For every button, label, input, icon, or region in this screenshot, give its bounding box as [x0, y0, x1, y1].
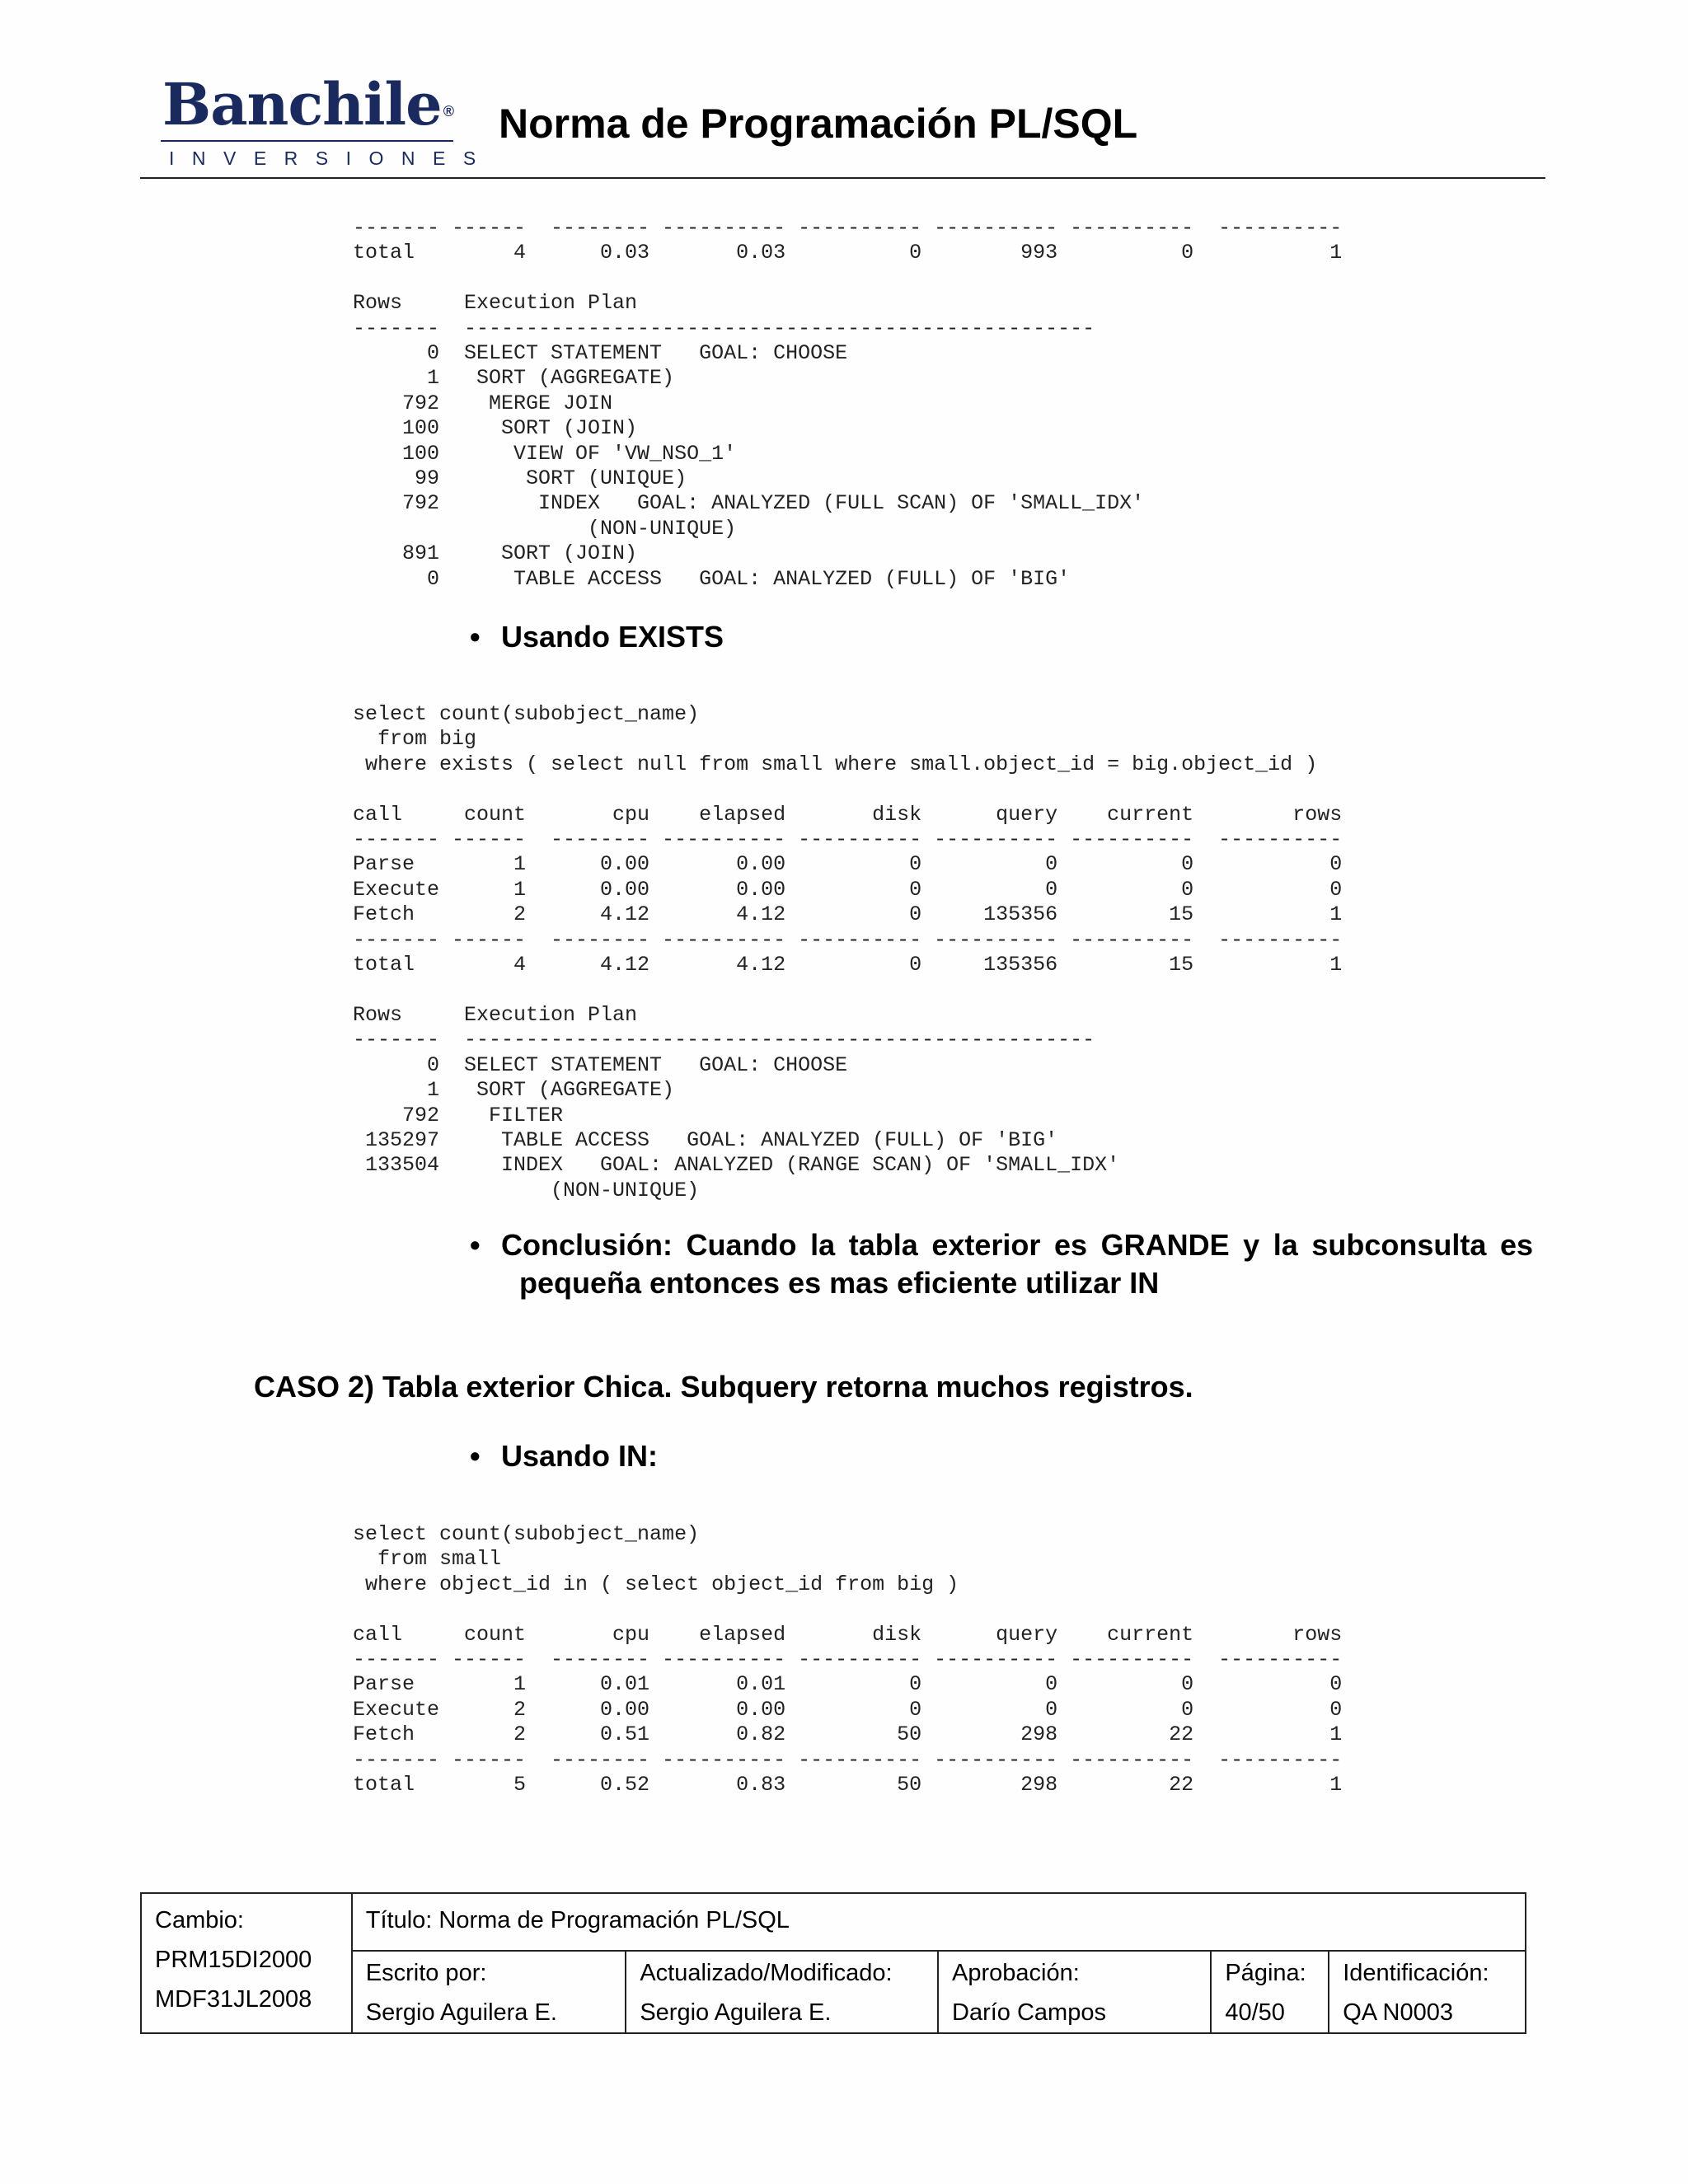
footer-aprobacion-value: Darío Campos [952, 1999, 1106, 2026]
footer-cambio-cell [141, 1893, 352, 2033]
footer-escrito-cell [352, 1951, 626, 2033]
conclusion-line-1: Conclusión: Cuando la tabla exterior es GRANDE y la subconsulta es [501, 1228, 1533, 1262]
footer-actualizado-label: Actualizado/Modificado: [640, 1960, 893, 1986]
footer-cambio-label: Cambio: [155, 1907, 244, 1933]
document-footer-table [140, 1892, 1526, 2034]
page-header [140, 0, 1545, 179]
footer-actualizado-value: Sergio Aguilera E. [640, 1999, 832, 2026]
footer-aprobacion-cell [938, 1951, 1211, 2033]
footer-cambio-code-1: PRM15DI2000 [155, 1947, 312, 1973]
footer-pagina-cell [1211, 1951, 1329, 2033]
footer-pagina-value: 40/50 [1225, 1999, 1285, 2026]
conclusion-line-2: pequeña entonces es mas eficiente utilizar IN [519, 1266, 1160, 1300]
footer-identificacion-cell [1329, 1951, 1526, 2033]
footer-title-cell [352, 1893, 1526, 1951]
footer-cambio-code-2: MDF31JL2008 [155, 1986, 312, 2013]
bullet-usando-in: • Usando IN: [470, 1437, 658, 1475]
logo-subtitle: INVERSIONES [169, 148, 494, 169]
document-title: Norma de Programación PL/SQL [499, 101, 1138, 147]
caso-2-heading: CASO 2) Tabla exterior Chica. Subquery retorna muchos registros. [254, 1370, 1193, 1404]
footer-pagina-label: Página: [1225, 1960, 1306, 1986]
banchile-logo [161, 70, 494, 171]
bullet-dot: • [470, 1228, 481, 1262]
query-in-trace: select count(subobject_name) from small where object_id in ( select object_id from big ) call count cpu elapsed disk query current rows ------- ------ -------- ---------- ---------- ---------- ---------- ---------- Parse 1 0.01 0.01 0 0 0 0 Execute 2 0.00 0.00 0 0 0 0 Fetch 2 0.51 0.82 50 298 22 1 ------- ------ -------- ---------- ---------- ---------- ---------- ---------- total 5 0.52 0.83 50 298 22 1 [353, 1522, 1343, 1797]
logo-divider [161, 140, 453, 142]
trace-output-in-summary: ------- ------ -------- ---------- ---------- ---------- ---------- ---------- total 4 0.03 0.03 0 993 0 1 Rows Execution Plan ------- --------------------------------------------------- 0 SELECT STATEMENT GOAL: CHOOSE 1 SORT (AGGREGATE) 792 MERGE JOIN 100 SORT (JOIN) 100 VIEW OF 'VW_NSO_1' 99 SORT (UNIQUE) 792 INDEX GOAL: ANALYZED (FULL SCAN) OF 'SMALL_IDX' (NON-UNIQUE) 891 SORT (JOIN) 0 TABLE ACCESS GOAL: ANALYZED (FULL) OF 'BIG' [353, 216, 1343, 591]
conclusion-paragraph [470, 1226, 1533, 1302]
logo-wordmark: Banchile ® [162, 70, 453, 138]
footer-aprobacion-label: Aprobación: [952, 1960, 1080, 1986]
footer-actualizado-cell [626, 1951, 938, 2033]
bullet-usando-exists: • Usando EXISTS [470, 618, 724, 656]
footer-escrito-label: Escrito por: [365, 1960, 487, 1986]
footer-titulo: Título: Norma de Programación PL/SQL [365, 1907, 790, 1933]
footer-escrito-value: Sergio Aguilera E. [365, 1999, 557, 2026]
query-exists-trace: select count(subobject_name) from big where exists ( select null from small where small.object_id = big.object_id ) call count cpu elapsed disk query current rows ------- ------ -------- ---------- ---------- ---------- ---------- ---------- Parse 1 0.00 0.00 0 0 0 0 Execute 1 0.00 0.00 0 0 0 0 Fetch 2 4.12 4.12 0 135356 15 1 ------- ------ -------- ---------- ---------- ---------- ---------- ---------- total 4 4.12 4.12 0 135356 15 1 Rows Execution Plan ------- --------------------------------------------------- 0 SELECT STATEMENT GOAL: CHOOSE 1 SORT (AGGREGATE) 792 FILTER 135297 TABLE ACCESS GOAL: ANALYZED (FULL) OF 'BIG' 133504 INDEX GOAL: ANALYZED (RANGE SCAN) OF 'SMALL_IDX' (NON-UNIQUE) [353, 702, 1343, 1202]
footer-identificacion-value: QA N0003 [1343, 1999, 1454, 2026]
footer-identificacion-label: Identificación: [1343, 1960, 1489, 1986]
